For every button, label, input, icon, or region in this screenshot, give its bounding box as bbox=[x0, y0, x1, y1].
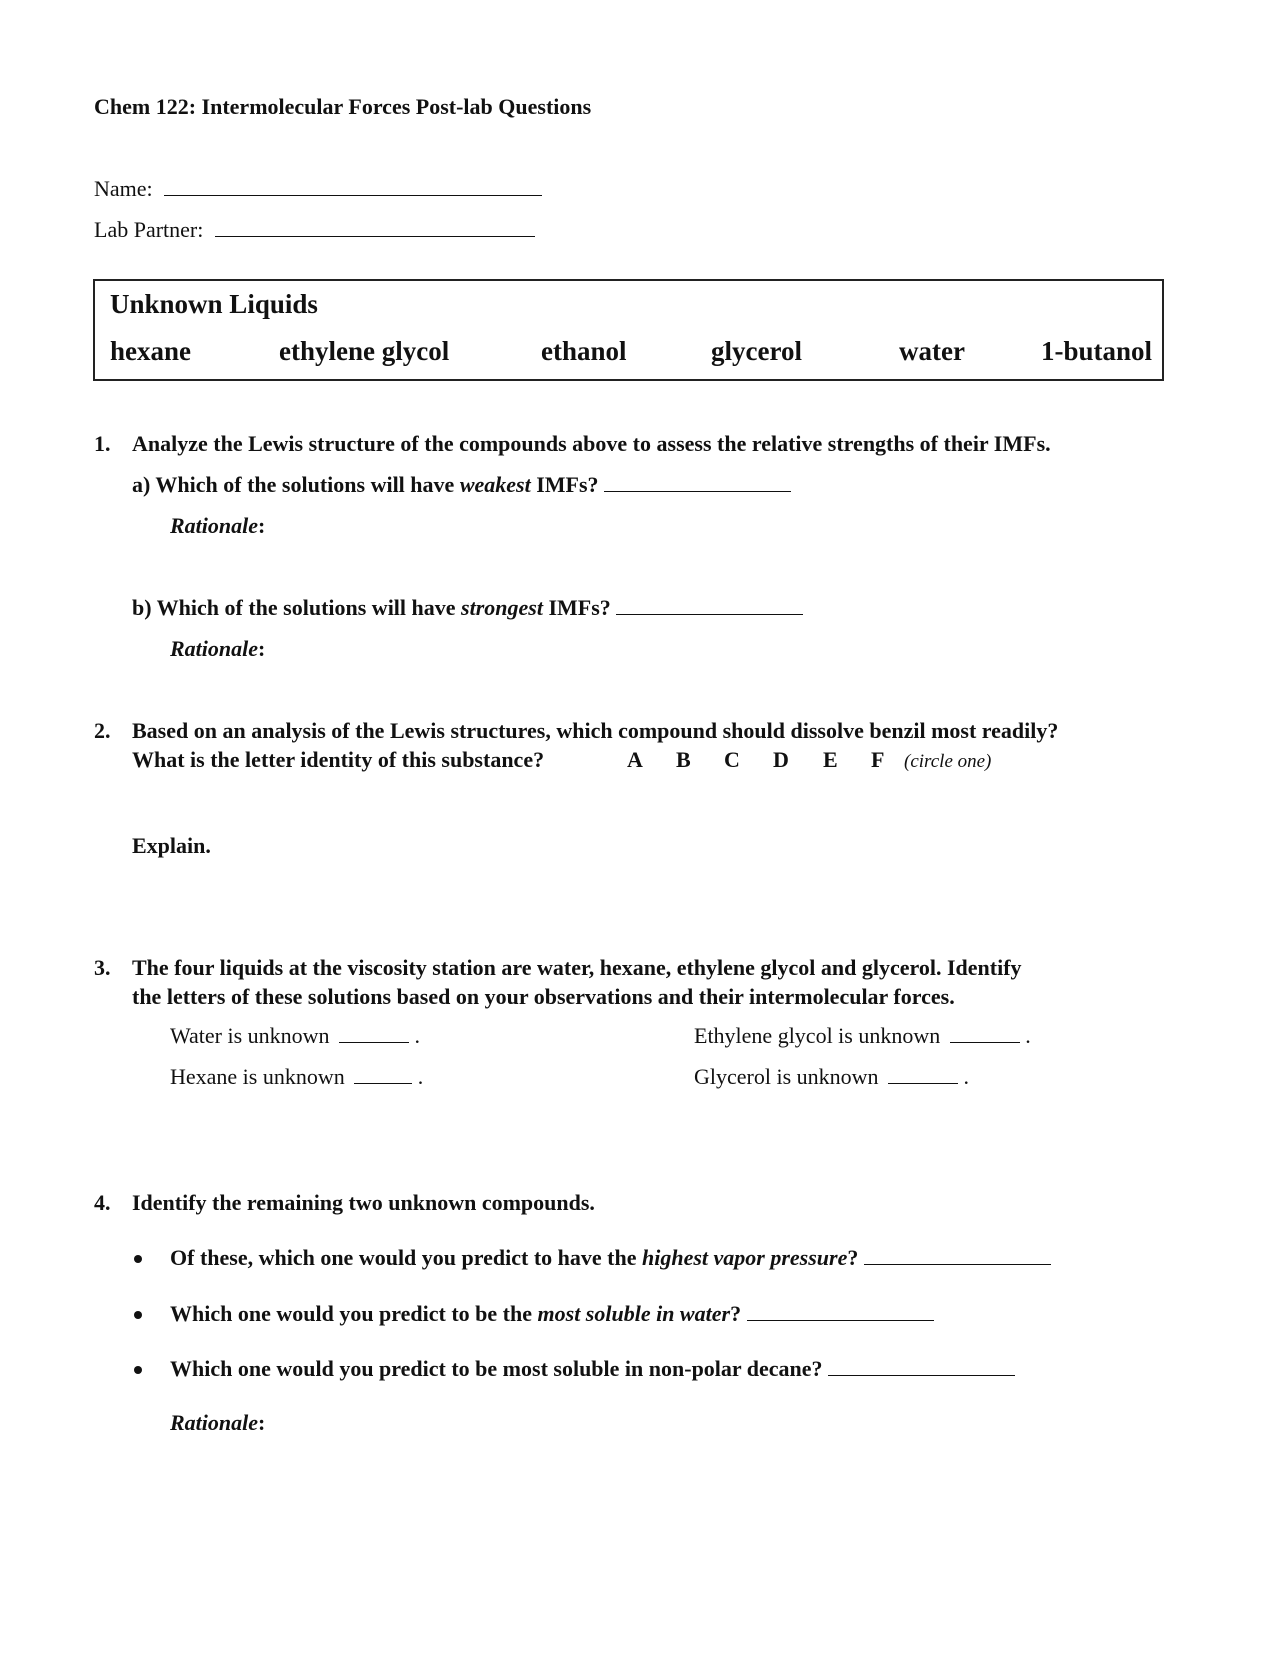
name-field bbox=[94, 176, 542, 202]
glycerol-label: Glycerol is unknown bbox=[694, 1064, 879, 1089]
choice-b[interactable]: B bbox=[676, 747, 691, 772]
q2-number: 2. bbox=[94, 718, 111, 743]
water-answer-blank[interactable] bbox=[339, 1041, 409, 1043]
q4-b2-text: Which one would you predict to be the bbox=[170, 1301, 538, 1326]
q4-b2-text-end: ? bbox=[730, 1301, 747, 1326]
hexane-label: Hexane is unknown bbox=[170, 1064, 345, 1089]
vapor-pressure-answer-blank[interactable] bbox=[864, 1263, 1051, 1265]
unknown-liquids-heading: Unknown Liquids bbox=[110, 289, 318, 319]
q4-b1-text-end: ? bbox=[847, 1245, 864, 1270]
hexane-unknown: Hexane is unknown . bbox=[170, 1064, 424, 1089]
q3-text-line2: the letters of these solutions based on your observations and their intermolecular forces. bbox=[132, 984, 955, 1009]
q1b-text: b) Which of the solutions will have bbox=[132, 595, 462, 620]
q4-b3-text: Which one would you predict to be most soluble in non-polar decane? bbox=[170, 1356, 829, 1381]
liquid-item: ethylene glycol bbox=[279, 336, 450, 366]
lab-partner-label: Lab Partner: bbox=[94, 217, 204, 242]
q3-text-line1: The four liquids at the viscosity station are water, hexane, ethylene glycol and glycerol. Identify bbox=[132, 955, 1022, 980]
q1a-text: a) Which of the solutions will have bbox=[132, 472, 460, 497]
q1a-text-end: IMFs? bbox=[530, 472, 605, 497]
q3-number: 3. bbox=[94, 955, 111, 980]
lab-partner-field bbox=[94, 217, 535, 243]
q4-bullet-water-soluble bbox=[170, 1301, 934, 1327]
q1b-emphasis: strongest bbox=[461, 595, 543, 620]
q1a-emphasis: weakest bbox=[459, 472, 531, 497]
q1a-rationale-label: Rationale: bbox=[170, 513, 266, 538]
choice-c[interactable]: C bbox=[724, 747, 740, 772]
q1-text: Analyze the Lewis structure of the compounds above to assess the relative strengths of their IMFs. bbox=[132, 431, 1051, 456]
glycerol-unknown: Glycerol is unknown . bbox=[694, 1064, 970, 1089]
q1a-question bbox=[132, 472, 791, 498]
page-title: Chem 122: Intermolecular Forces Post-lab Questions bbox=[94, 94, 592, 119]
circle-one-hint: (circle one) bbox=[904, 751, 992, 772]
bullet-icon bbox=[134, 1366, 142, 1374]
liquid-item: ethanol bbox=[541, 336, 627, 366]
liquid-item: glycerol bbox=[711, 336, 802, 366]
choice-d[interactable]: D bbox=[773, 747, 789, 772]
ethylene-glycol-label: Ethylene glycol is unknown bbox=[694, 1023, 941, 1048]
q2-explain-label: Explain. bbox=[132, 833, 211, 858]
glycerol-answer-blank[interactable] bbox=[888, 1082, 958, 1084]
q2-text-line2: What is the letter identity of this substance? bbox=[132, 747, 545, 772]
bullet-icon bbox=[134, 1311, 142, 1319]
choice-a[interactable]: A bbox=[627, 747, 643, 772]
q4-bullet-vapor-pressure bbox=[170, 1245, 1051, 1271]
water-label: Water is unknown bbox=[170, 1023, 330, 1048]
q4-rationale-label: Rationale: bbox=[170, 1410, 266, 1435]
q1b-text-end: IMFs? bbox=[542, 595, 617, 620]
q1b-answer-blank[interactable] bbox=[616, 613, 803, 615]
ethylene-glycol-answer-blank[interactable] bbox=[950, 1041, 1020, 1043]
bullet-icon bbox=[134, 1255, 142, 1263]
q1b-question bbox=[132, 595, 803, 621]
water-soluble-answer-blank[interactable] bbox=[747, 1319, 934, 1321]
hexane-answer-blank[interactable] bbox=[354, 1082, 412, 1084]
q2-text-line1: Based on an analysis of the Lewis structures, which compound should dissolve benzil most readily? bbox=[132, 718, 1059, 743]
name-label: Name: bbox=[94, 176, 153, 201]
q4-b1-emphasis: highest vapor pressure bbox=[642, 1245, 848, 1270]
decane-soluble-answer-blank[interactable] bbox=[828, 1374, 1015, 1376]
q1-number: 1. bbox=[94, 431, 111, 456]
q4-text: Identify the remaining two unknown compounds. bbox=[132, 1190, 595, 1215]
q4-bullet-decane-soluble bbox=[170, 1356, 1015, 1382]
name-blank[interactable] bbox=[164, 194, 542, 196]
choice-f[interactable]: F bbox=[871, 747, 885, 772]
q4-b1-text: Of these, which one would you predict to have the bbox=[170, 1245, 642, 1270]
liquid-item: 1-butanol bbox=[1041, 336, 1153, 366]
liquid-item: hexane bbox=[110, 336, 191, 366]
q1a-answer-blank[interactable] bbox=[604, 490, 791, 492]
q1b-rationale-label: Rationale: bbox=[170, 636, 266, 661]
q4-b2-emphasis: most soluble in water bbox=[537, 1301, 731, 1326]
lab-partner-blank[interactable] bbox=[215, 235, 535, 237]
ethylene-glycol-unknown: Ethylene glycol is unknown . bbox=[694, 1023, 1031, 1048]
water-unknown: Water is unknown . bbox=[170, 1023, 421, 1048]
choice-e[interactable]: E bbox=[823, 747, 838, 772]
q4-number: 4. bbox=[94, 1190, 111, 1215]
liquid-item: water bbox=[899, 336, 965, 366]
